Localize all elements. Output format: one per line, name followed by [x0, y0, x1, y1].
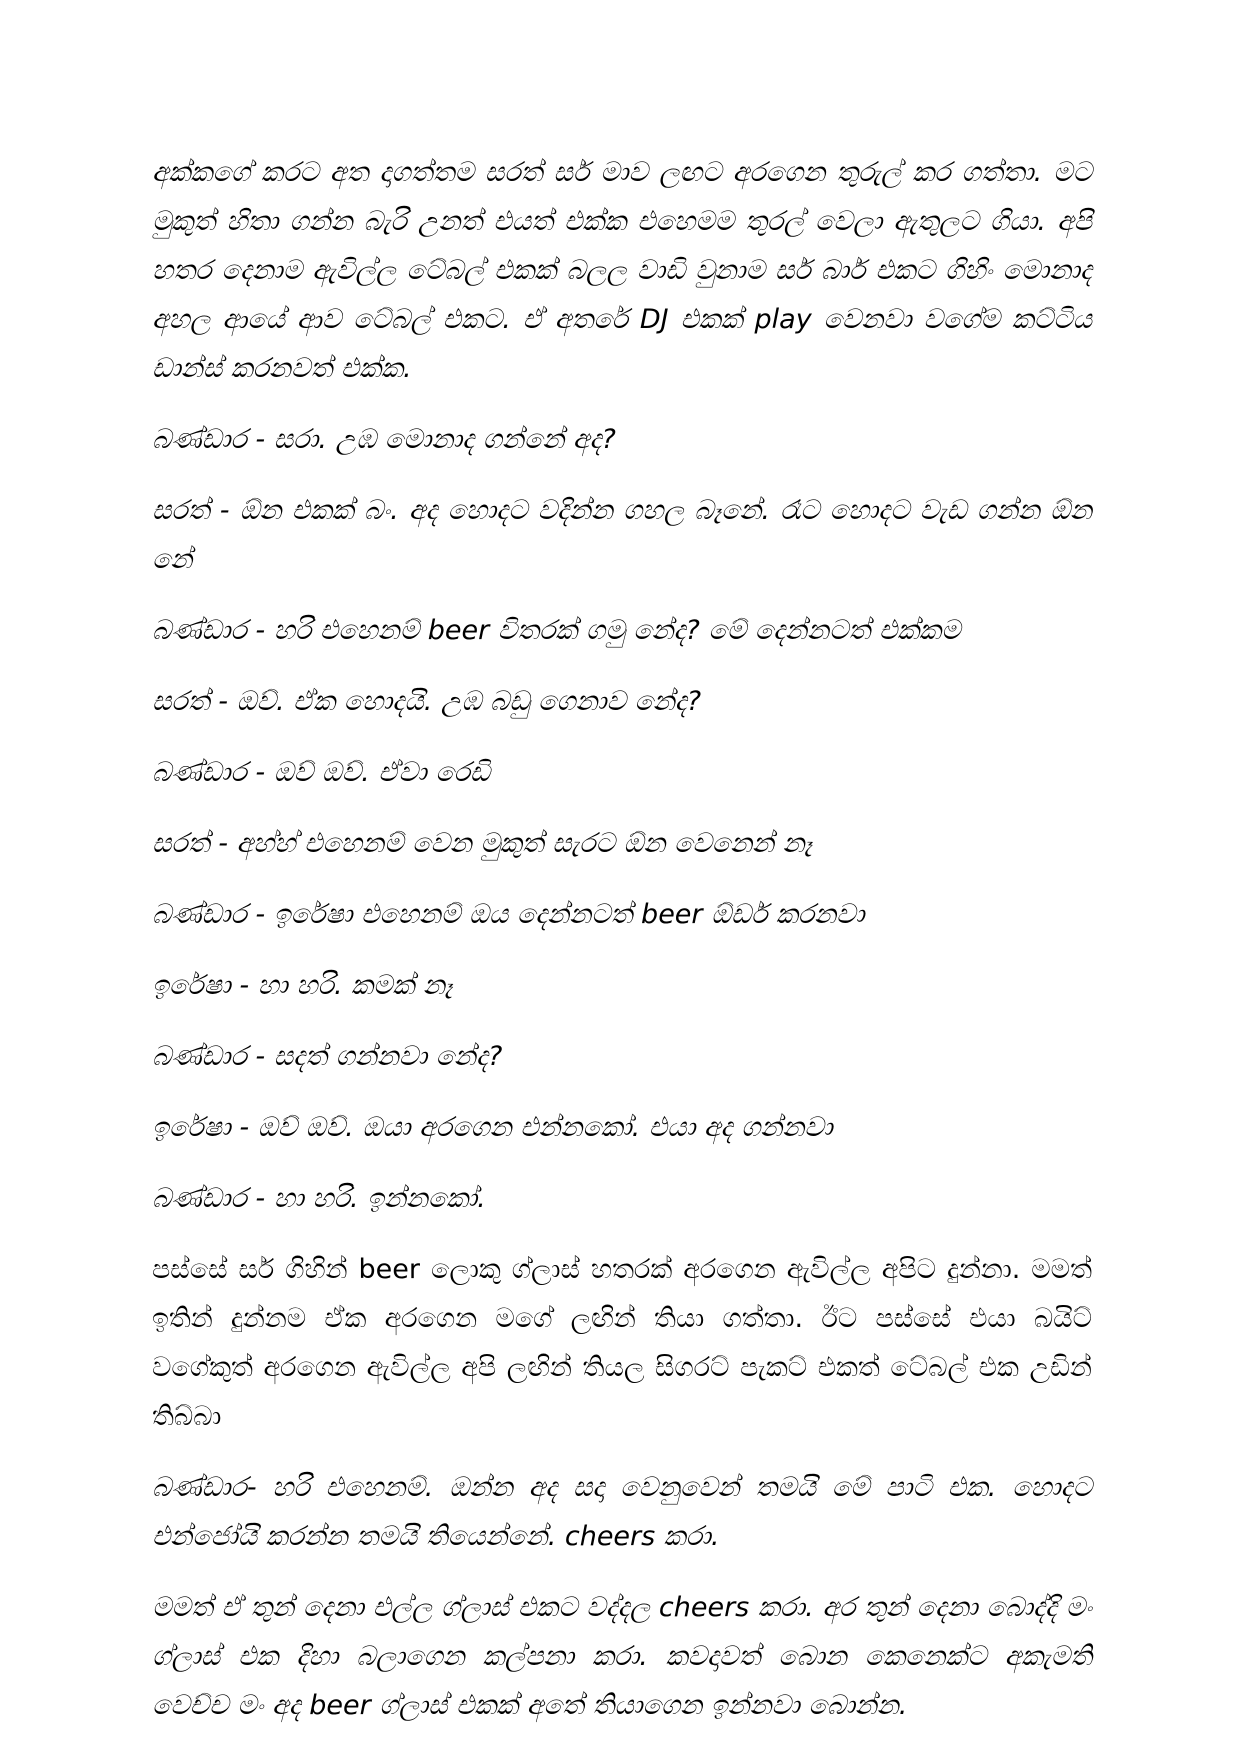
dialogue-line: ඉරේෂා - ඔව් ඔව්. ඔයා අරගෙන එන්නකෝ. එයා අද ගන්නවා: [152, 1112, 833, 1143]
paragraph-narration: අක්කගේ කරට අත දාගත්තම සරත් සර් මාව ලඟට අරගෙන තුරුල් කර ගත්තා. මට මුකුත් හිතා ගන්න බැරි උනත් එයත් එක්ක එහෙමම තුරල් වෙලා ඇතුලට ගියා. අපි හතර දෙනාම ඇවිල්ල ටේබල් එකක් බලල වාඩි වුනාම සර් බාර් එකට ගිහිං මොනාද අහල ආයේ ආව ටේබල් එකට. ඒ අතරේ DJ එකක් play වෙනවා වගේම කට්ටිය ඩාන්ස් කරනවත් එක්ක.: [152, 157, 1092, 384]
paragraph-narration: මමත් ඒ තුන් දෙනා එල්ල ග්ලාස් එකට වද්දල cheers කරා. අර තුන් දෙනා බොද්දි මං ග්ලාස් එක දිහා බලාගෙන කල්පනා කරා. කවදාවත් බොන කෙනෙක්ට අකැමති වෙච්ච මං අද beer ග්ලාස් එකක් අතේ තියාගෙන ඉන්නවා බොන්න.: [152, 1592, 1092, 1721]
dialogue-line: බණ්ඩාර - ඉරේෂා එහෙනම් ඔය දෙන්නටත් beer ඕඩර් කරනවා: [152, 899, 865, 930]
dialogue-line: ඉරේෂා - හා හරි. කමක් නෑ: [152, 970, 453, 1001]
dialogue-line: සරත් - අහ්හ් එහෙනම් වෙන මුකුත් සැරට ඕන වෙනෙන් නෑ: [152, 828, 813, 859]
dialogue-line: බණ්ඩාර - සදත් ගන්නවා නේද?: [152, 1041, 503, 1072]
paragraph-narration: පස්සේ සර් ගිහින් beer ලොකු ග්ලාස් හතරක් අරගෙන ඇවිල්ල අපිට දුන්නා. මමත් ඉතින් දුන්නම ඒක අරගෙන මගේ ලඟින් තියා ගත්තා. ඊට පස්සේ එයා බයිට් වගේකුත් අරගෙන ඇවිල්ල අපි ලඟින් තියල සිගරට් පැකට් එකත් ටේබල් එක උඩින් තිබ්බා: [152, 1254, 1092, 1432]
text-column: [152, 148, 1092, 1752]
dialogue-line: බණ්ඩාර - හා හරි. ඉන්නකෝ.: [152, 1183, 486, 1214]
dialogue-line: සරත් - ඕන එකක් බං. අද හොදට වදින්න ගහල බෑනේ. රෑට හොදට වැඩ ගන්න ඕන නේ: [152, 495, 1092, 575]
dialogue-line: සරත් - ඔව්. ඒක හොදයි. උඹ බඩු ගෙනාව නේද?: [152, 686, 702, 717]
dialogue-line: බණ්ඩාර - ඔව් ඔව්. ඒවා රෙඩි: [152, 757, 491, 788]
dialogue-line: බණ්ඩාර- හරි එහෙනම්. ඔන්න අද සදා වෙනුවෙන් තමයි මේ පාටි එක. හොදට එන්ජෝයි කරන්න තමයි තියෙන්නේ. cheers කරා.: [152, 1472, 1092, 1552]
dialogue-line: බණ්ඩාර - හරි එහෙනම් beer විතරක් ගමු නේද? මේ දෙන්නටත් එක්කම: [152, 615, 961, 646]
dialogue-line: බණ්ඩාර - සරා. උඹ මොනාද ගන්නේ අද?: [152, 424, 616, 455]
